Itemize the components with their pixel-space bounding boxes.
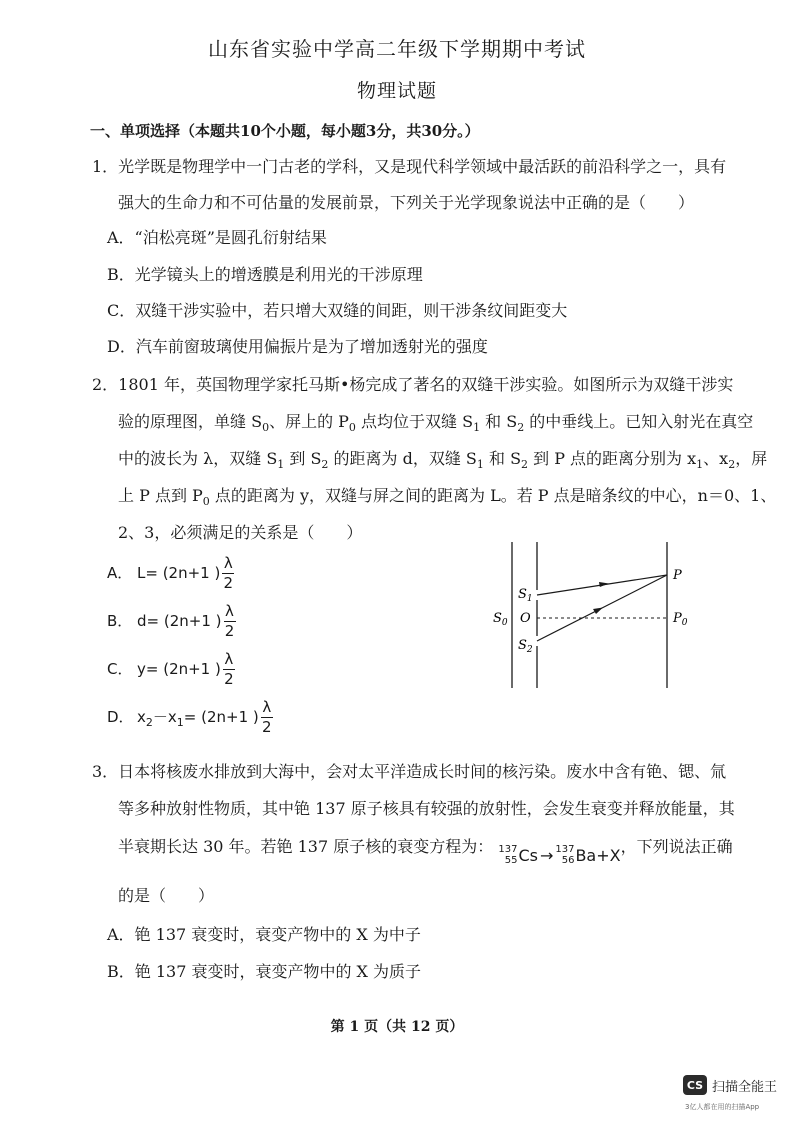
- double-slit-diagram: [485, 538, 695, 693]
- q2-line-1: 2．1801 年，英国物理学家托马斯•杨完成了著名的双缝干涉实验。如图所示为双缝干涉实: [92, 375, 734, 394]
- section-heading: 一、单项选择（本题共10个小题，每小题3分，共30分。）: [90, 122, 480, 140]
- label-s1: $S_1$: [518, 587, 533, 604]
- q2-option-b: B． d= (2n+1 ) $\frac{\lambda}{2}$: [107, 602, 235, 640]
- q2-line-2: 验的原理图，单缝 $S_0$、屏上的 $P_0$ 点均位于双缝 $S_1$ 和 $S_2$ 的中垂线上。已知入射光在真空: [118, 412, 754, 435]
- label-p: P: [673, 568, 682, 583]
- label-o: O: [520, 611, 531, 626]
- camscanner-logo-icon: CS: [683, 1075, 707, 1095]
- q1-line-1: 1．光学既是物理学中一门古老的学科，又是现代科学领域中最活跃的前沿科学之一，具有: [92, 157, 727, 176]
- q1-line-2: 强大的生命力和不可估量的发展前景，下列关于光学现象说法中正确的是（ ）: [118, 193, 695, 212]
- q2-line-4: 上 P 点到 $P_0$ 点的距离为 y，双缝与屏之间的距离为 L。若 P 点是暗条纹的中心，n＝0、1、: [118, 486, 777, 509]
- q1-option-a: A．“泊松亮斑”是圆孔衍射结果: [107, 228, 327, 247]
- fraction: $\frac{\lambda}{2}$: [224, 602, 235, 640]
- exam-subtitle: 物理试题: [356, 80, 437, 102]
- q2-line-5: 2、3，必须满足的关系是（ ）: [118, 523, 363, 542]
- watermark-name: 扫描全能王: [712, 1079, 778, 1095]
- exam-title: 山东省实验中学高二年级下学期期中考试: [208, 37, 586, 61]
- q2-option-d: D． $x_2-x_1= (2n+1$ ) $\frac{\lambda}{2}$: [107, 698, 272, 736]
- label-s0: $S_0$: [493, 611, 508, 628]
- q3-option-b: B．铯 137 衰变时，衰变产物中的 X 为质子: [107, 962, 422, 981]
- q2-option-c: C． y= (2n+1 ) $\frac{\lambda}{2}$: [107, 650, 234, 688]
- watermark-tagline: 3亿人都在用的扫描App: [685, 1103, 760, 1111]
- ray-arrow-2: [593, 608, 603, 615]
- q3-option-a: A．铯 137 衰变时，衰变产物中的 X 为中子: [107, 925, 421, 944]
- q3-line-1: 3．日本将核废水排放到大海中，会对太平洋造成长时间的核污染。废水中含有铯、锶、氚: [92, 762, 727, 781]
- q1-option-b: B．光学镜头上的增透膜是利用光的干涉原理: [107, 265, 423, 284]
- q1-option-d: D．汽车前窗玻璃使用偏振片是为了增加透射光的强度: [107, 337, 488, 356]
- q2-option-a: A． L= (2n+1 ) $\frac{\lambda}{2}$: [107, 554, 234, 592]
- q3-line-4: 的是（ ）: [118, 886, 215, 905]
- q3-line-3: 半衰期长达 30 年。若铯 137 原子核的衰变方程为： 137 55 Cs → 137 56 Ba +X ，下列说法正确: [118, 837, 733, 866]
- q2-line-3: 中的波长为 λ，双缝 $S_1$ 到 $S_2$ 的距离为 d，双缝 $S_1$ 和 $S_2$ 到 P 点的距离分别为 $x_1$、$x_2$，屏: [118, 449, 768, 472]
- decay-equation: 137 55 Cs → 137 56 Ba +X: [498, 844, 621, 866]
- fraction: $\frac{\lambda}{2}$: [223, 554, 234, 592]
- q1-option-c: C．双缝干涉实验中，若只增大双缝的间距，则干涉条纹间距变大: [107, 301, 568, 320]
- page-footer: 第 1 页（共 12 页）: [330, 1019, 464, 1035]
- scanner-watermark: [683, 1075, 777, 1095]
- fraction: $\frac{\lambda}{2}$: [224, 650, 234, 688]
- q3-line-2: 等多种放射性物质，其中铯 137 原子核具有较强的放射性，会发生衰变并释放能量，其: [118, 799, 735, 818]
- label-p0: $P_0$: [673, 611, 688, 628]
- fraction: $\frac{\lambda}{2}$: [261, 698, 272, 736]
- label-s2: $S_2$: [518, 638, 533, 655]
